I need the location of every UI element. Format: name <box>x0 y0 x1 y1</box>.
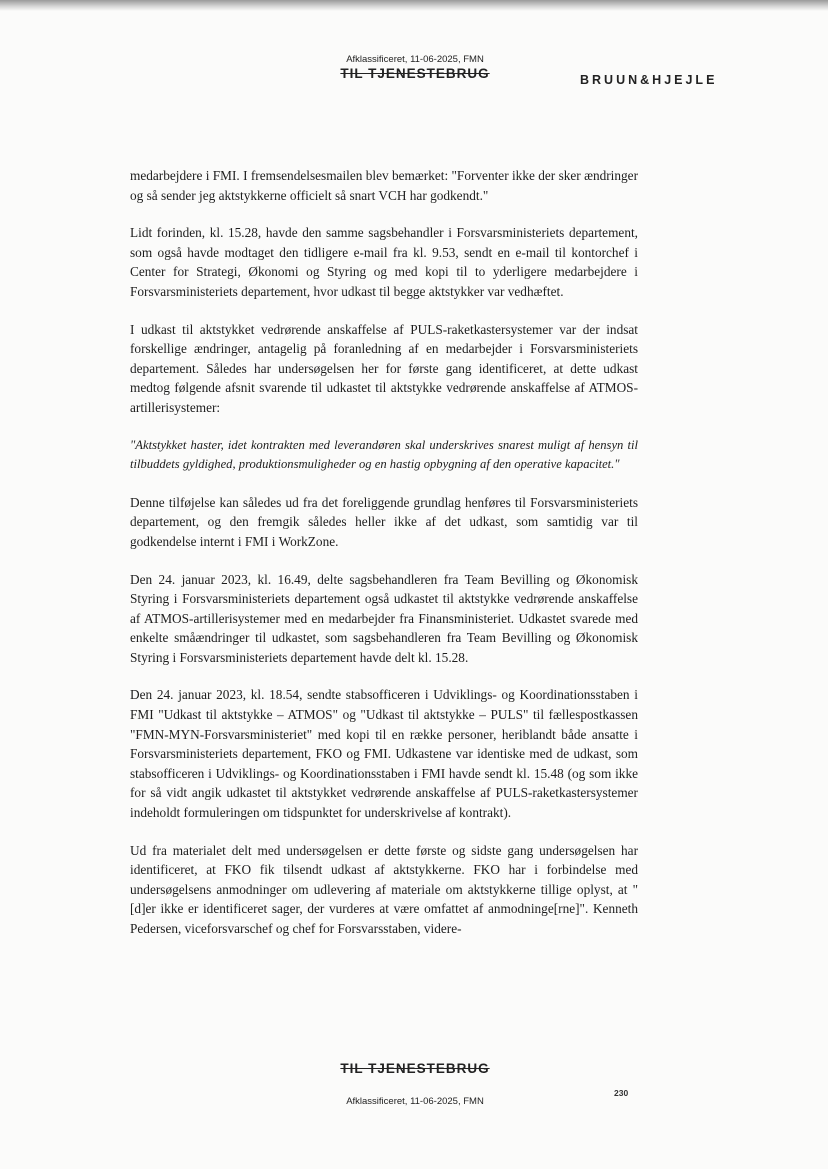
header-classification-marking: TIL TJENESTEBRUG <box>340 66 490 81</box>
paragraph-1: medarbejdere i FMI. I fremsendelsesmailen blev bemærket: "Forventer ikke der sker ændringer og så sender jeg aktstykkerne officielt så snart VCH har godkendt." <box>130 168 638 203</box>
paragraph-7: Ud fra materialet delt med undersøgelsen er dette første og sidste gang undersøgelsen har identificeret, at FKO fik tilsendt udkast af aktstykkerne. FKO har i forbindelse med undersøgelsens anmodninger om udlevering af materiale om aktstykkerne tillige oplyst, at "[d]er ikke er identificeret sager, der vurderes at være omfattet af anmodninge[rne]". Kenneth Pedersen, viceforsvarschef og chef for Forsvarsstaben, videre- <box>130 842 638 936</box>
scan-edge <box>0 0 828 11</box>
page-number: 230 <box>614 1088 629 1098</box>
footer-declassification-stamp: Afklassificeret, 11-06-2025, FMN <box>346 1096 484 1107</box>
document-body <box>130 166 638 957</box>
header-declassification-stamp: Afklassificeret, 11-06-2025, FMN <box>346 54 484 65</box>
quoted-passage: "Aktstykket haster, idet kontrakten med leverandøren skal underskrives snarest muligt af hensyn til tilbuddets gyldighed, produktionsmuligheder og en hastig opbygning af den operative kapacitet." <box>130 437 638 472</box>
paragraph-5: Den 24. januar 2023, kl. 16.49, delte sagsbehandleren fra Team Bevilling og Økonomisk Styring i Forsvarsministeriets departement også udkastet til aktstykke vedrørende anskaffelse af ATMOS-artillerisystemer med en medarbejder fra Finansministeriet. Udkastet svarede med enkelte småændringer til udkastet, som sagsbehandleren fra Team Bevilling og Økonomisk Styring i Forsvarsministeriets departement havde delt kl. 15.28. <box>130 571 638 665</box>
firm-logo: BRUUN&HJEJLE <box>580 73 718 87</box>
paragraph-4: Denne tilføjelse kan således ud fra det foreliggende grundlag henføres til Forsvarsministeriets departement, og den fremgik således heller ikke af det udkast, som samtidig var til godkendelse internt i FMI i WorkZone. <box>130 494 638 549</box>
paragraph-3: I udkast til aktstykket vedrørende anskaffelse af PULS-raketkastersystemer var der indsat forskellige ændringer, antagelig på foranledning af en medarbejder i Forsvarsministeriets departement. Således har undersøgelsen her for første gang identificeret, at dette udkast medtog følgende afsnit svarende til udkastet til aktstykke vedrørende anskaffelse af ATMOS-artillerisystemer: <box>130 321 638 415</box>
footer-classification-marking: TIL TJENESTEBRUG <box>340 1061 490 1076</box>
paragraph-2: Lidt forinden, kl. 15.28, havde den samme sagsbehandler i Forsvarsministeriets departement, som også havde modtaget den tidligere e-mail fra kl. 9.53, sendt en e-mail til kontorchef i Center for Strategi, Økonomi og Styring og med kopi til to yderligere medarbejdere i Forsvarsministeriets departement, hvor udkast til begge aktstykker var vedhæftet. <box>130 225 638 299</box>
paragraph-6: Den 24. januar 2023, kl. 18.54, sendte stabsofficeren i Udviklings- og Koordinationsstaben i FMI "Udkast til aktstykke – ATMOS" og "Udkast til aktstykke – PULS" til fællespostkassen "FMN-MYN-Forsvarsministeriet" med kopi til en række personer, heriblandt både ansatte i Forsvarsministeriets departement, FKO og FMI. Udkastene var identiske med de udkast, som stabsofficeren i Udviklings- og Koordinationsstaben i FMI havde sendt kl. 15.48 (og som ikke for så vidt angik udkastet til aktstykket vedrørende anskaffelse af PULS-raketkastersystemer indeholdt formuleringen om tidspunktet for underskrivelse af kontrakt). <box>130 687 638 821</box>
